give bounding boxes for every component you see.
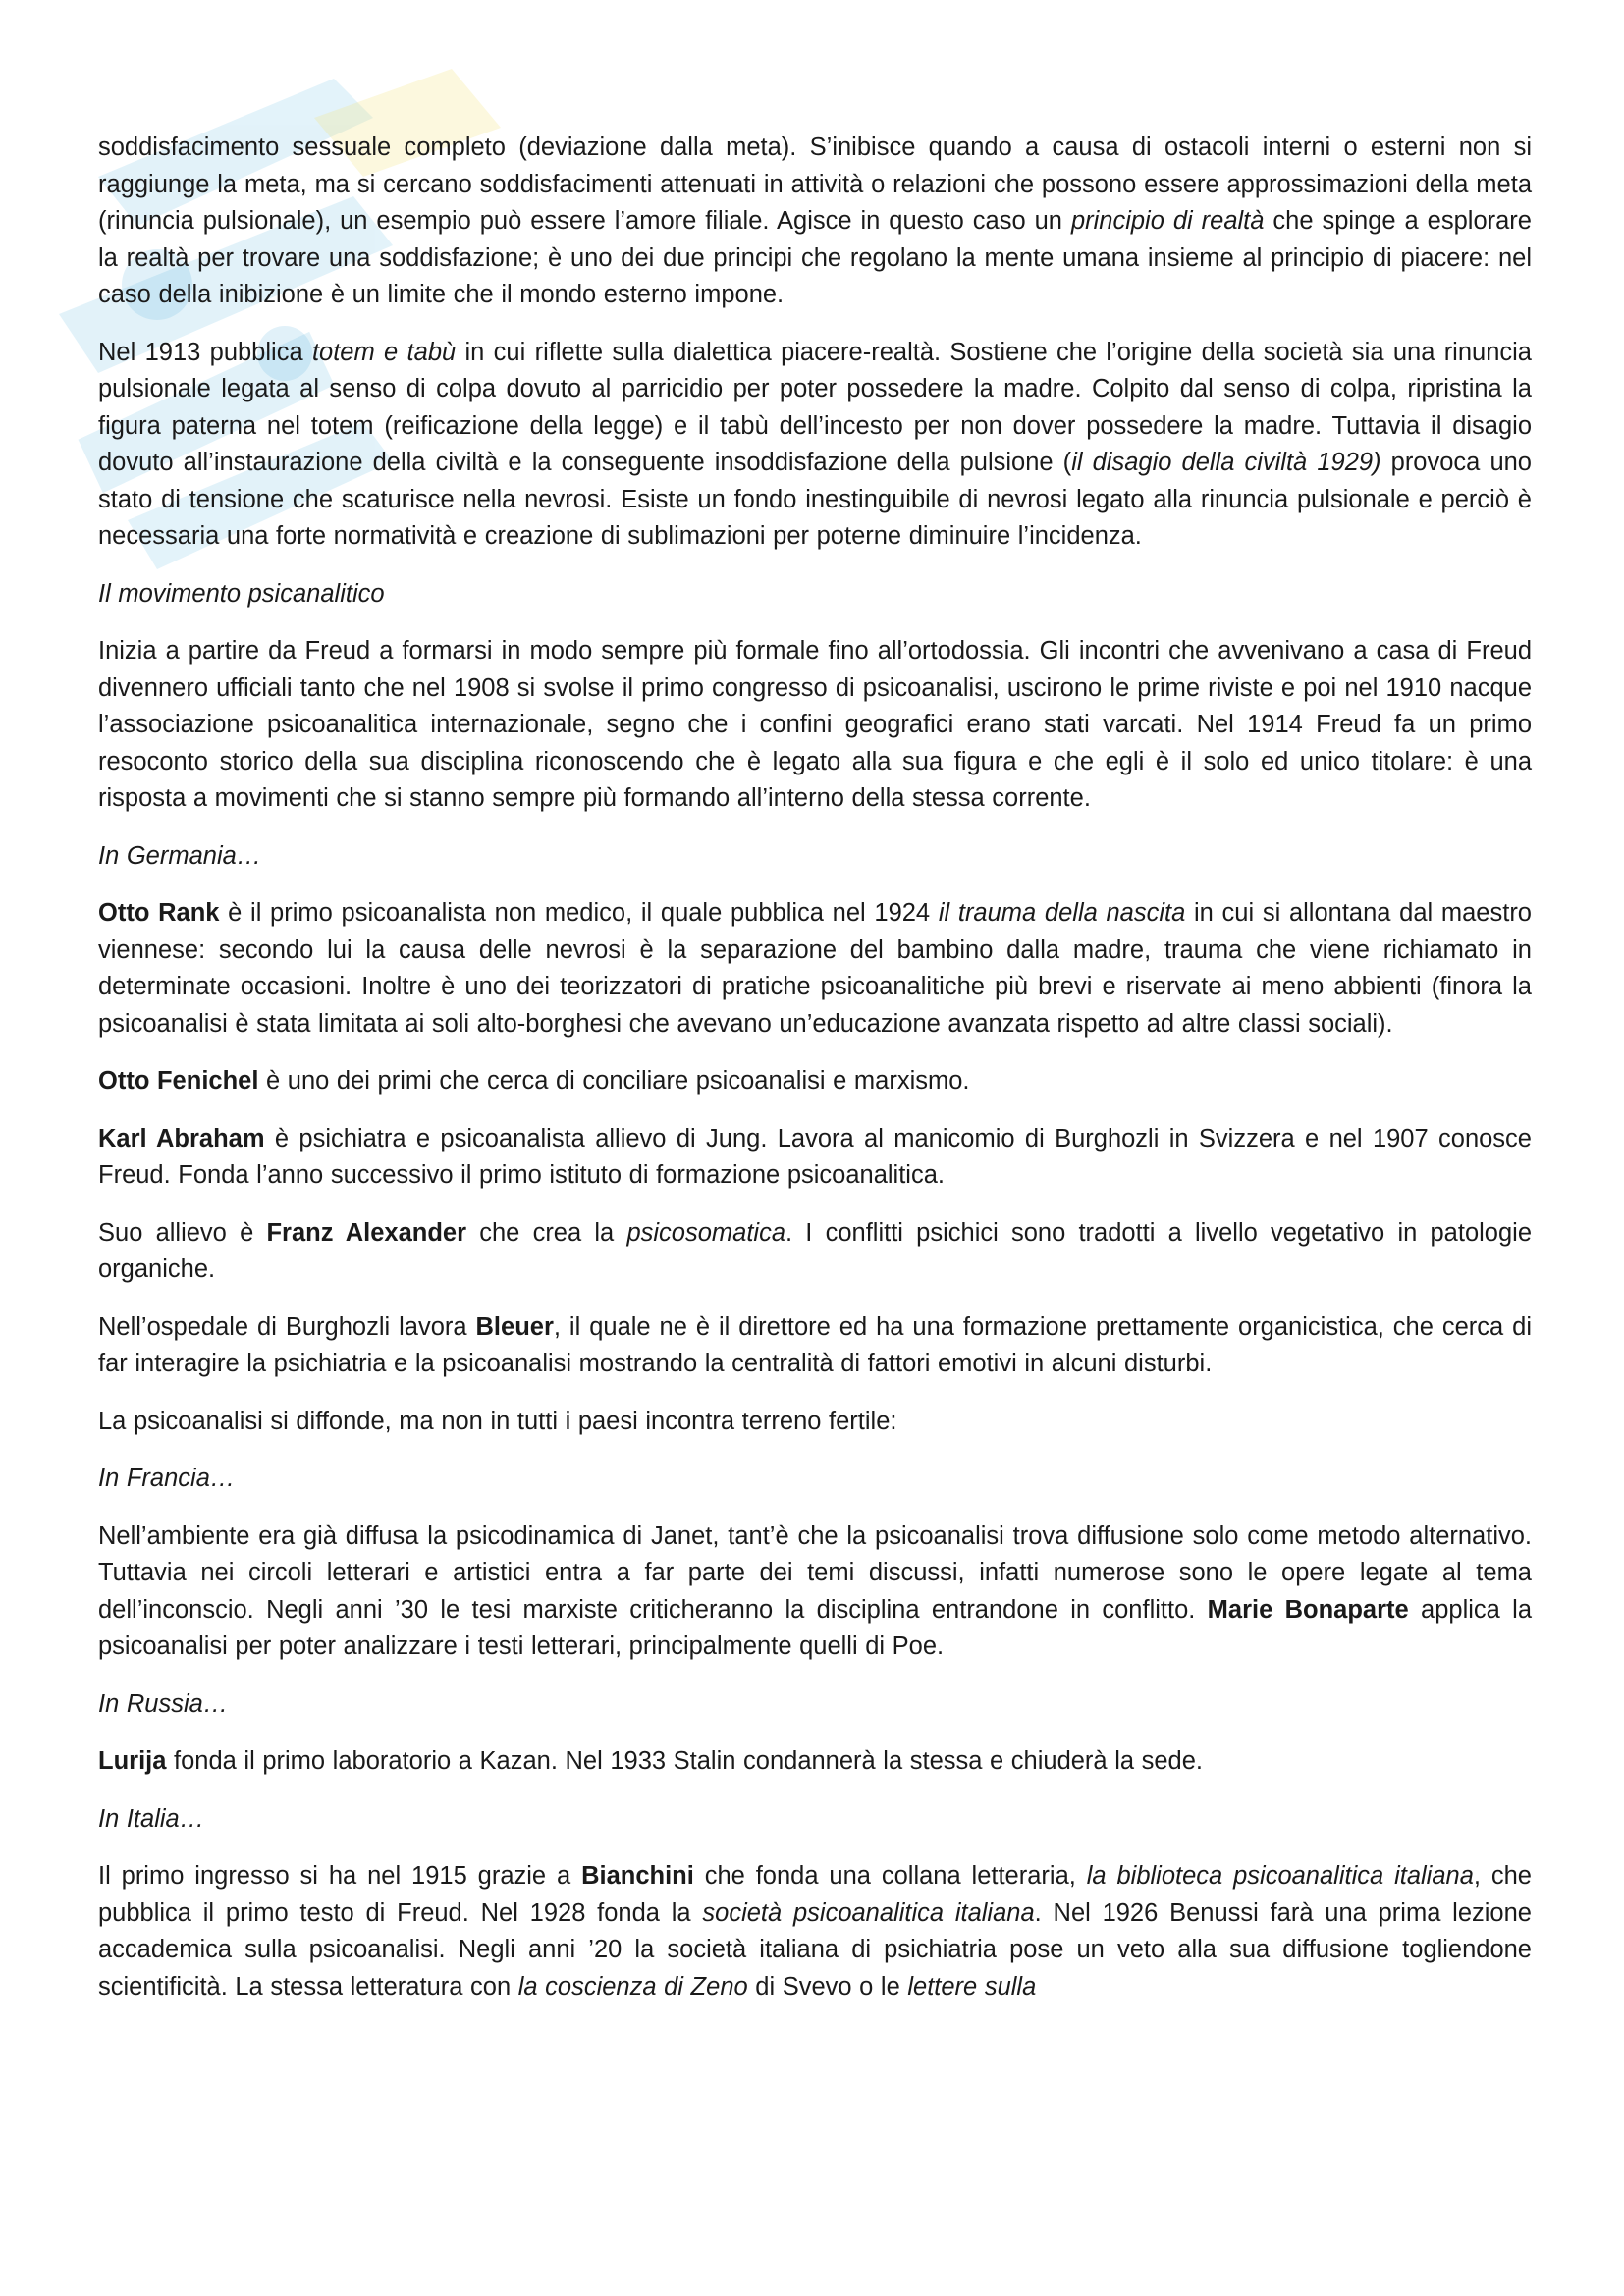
paragraph-italia: Il primo ingresso si ha nel 1915 grazie a Bianchini che fonda una collana letteraria, la biblioteca psicoanalitica italiana, che pubblica il primo testo di Freud. Nel 1928 fonda la società psicoanalitica italiana. Nel 1926 Benussi farà una prima lezione accademica sulla psicoanalisi. Negli anni ’20 la società italiana di psichiatria pose un veto alla sua diffusione togliendone scientificità. La stessa letteratura con la coscienza di Zeno di Svevo o le lettere sulla xyxy=(98,1862,1532,2001)
heading-francia: In Francia… xyxy=(98,1465,236,1492)
paragraph-franz-alexander: Suo allievo è Franz Alexander che crea la psicosomatica. I conflitti psichici sono tradotti a livello vegetativo in patologie organiche. xyxy=(98,1218,1533,1283)
name-bianchini: Bianchini xyxy=(581,1862,694,1890)
paragraph-movimento: Inizia a partire da Freud a formarsi in modo sempre più formale fino all’ortodossia. Gli incontri che avvenivano a casa di Freud divennero ufficiali tanto che nel 1908 si svolse il primo congresso di psicoanalisi, uscirono le prime riviste e poi nel 1910 nacque l’associazione psicoanalitica internazionale, segno che i confini geografici erano stati varcati. Nel 1914 Freud fa un primo resoconto storico della sua disciplina riconoscendo che è legato alla sua figura e che egli è il solo ed unico titolare: è una risposta a movimenti che si stanno sempre più formando all’interno della stessa corrente. xyxy=(98,637,1532,812)
name-franz-alexander: Franz Alexander xyxy=(266,1218,467,1247)
heading-russia: In Russia… xyxy=(98,1689,229,1718)
heading-italia: In Italia… xyxy=(98,1804,205,1833)
title-trauma-nascita: il trauma della nascita xyxy=(938,899,1186,927)
paragraph-lurija: Lurija fonda il primo laboratorio a Kazan. Nel 1933 Stalin condannerà la stessa e chiuderà la sede. xyxy=(98,1747,1204,1775)
paragraph-inibizione: soddisfacimento sessuale completo (deviazione dalla meta). S’inibisce quando a causa di ostacoli interni o esterni non si raggiunge la meta, ma si cercano soddisfacimenti attenuati in attività o relazioni che possono essere approssimazioni della meta (rinuncia pulsionale), un esempio può essere l’amore filiale. Agisce in questo caso un principio di realtà che spinge a esplorare la realtà per trovare una soddisfazione; è uno dei due principi che regolano la mente umana insieme al principio di piacere: nel caso della inibizione è un limite che il mondo esterno impone. xyxy=(98,133,1532,308)
title-lettere-sulla: lettere sulla xyxy=(907,1972,1037,2001)
paragraph-diffusione: La psicoanalisi si diffonde, ma non in tutti i paesi incontra terreno fertile: xyxy=(98,1407,897,1435)
document-body xyxy=(98,130,1532,2026)
name-bleuer: Bleuer xyxy=(475,1312,554,1341)
heading-movimento-psicanalitico: Il movimento psicanalitico xyxy=(98,579,385,608)
heading-germania: In Germania… xyxy=(98,841,262,870)
term-principio-di-realta: principio di realtà xyxy=(1070,207,1265,235)
paragraph-karl-abraham: Karl Abraham è psichiatra e psicoanalista allievo di Jung. Lavora al manicomio di Burghozli in Svizzera e nel 1907 conosce Freud. Fonda l’anno successivo il primo istituto di formazione psicoanalitica. xyxy=(98,1124,1532,1189)
title-totem-e-tabu: totem e tabù xyxy=(311,338,457,366)
paragraph-francia: Nell’ambiente era già diffusa la psicodinamica di Janet, tant’è che la psicoanalisi trova diffusione solo come metodo alternativo. Tuttavia nei circoli letterari e artistici entra a far parte dei temi discussi, infatti numerose sono le opere legate al tema dell’inconscio. Negli anni ’30 le tesi marxiste criticheranno la disciplina entrandone in conflitto. Marie Bonaparte applica la psicoanalisi per poter analizzare i testi letterari, principalmente quelli di Poe. xyxy=(98,1522,1533,1660)
name-marie-bonaparte: Marie Bonaparte xyxy=(1207,1595,1409,1624)
name-otto-rank: Otto Rank xyxy=(98,899,220,927)
paragraph-otto-rank: Otto Rank è il primo psicoanalista non medico, il quale pubblica nel 1924 il trauma della nascita in cui si allontana dal maestro viennese: secondo lui la causa delle nevrosi è la separazione del bambino dalla madre, trauma che viene richiamato in determinate occasioni. Inoltre è uno dei teorizzatori di pratiche psicoanalitiche più brevi e riservate ai meno abbienti (finora la psicoanalisi è stata limitata ai soli alto-borghesi che avevano un’educazione avanzata rispetto ad altre classi sociali). xyxy=(98,899,1532,1038)
title-biblioteca-psicoanalitica: la biblioteca psicoanalitica italiana xyxy=(1086,1862,1474,1890)
term-psicosomatica: psicosomatica xyxy=(626,1218,786,1247)
name-otto-fenichel: Otto Fenichel xyxy=(98,1067,259,1095)
title-societa-psicoanalitica: società psicoanalitica italiana xyxy=(702,1898,1035,1927)
paragraph-bleuer: Nell’ospedale di Burghozli lavora Bleuer, il quale ne è il direttore ed ha una formazione prettamente organicistica, che cerca di far interagire la psichiatria e la psicoanalisi mostrando la centralità di fattori emotivi in alcuni disturbi. xyxy=(98,1312,1532,1377)
title-coscienza-di-zeno: la coscienza di Zeno xyxy=(517,1972,748,2001)
paragraph-otto-fenichel: Otto Fenichel è uno dei primi che cerca di conciliare psicoanalisi e marxismo. xyxy=(98,1067,970,1095)
name-karl-abraham: Karl Abraham xyxy=(98,1124,265,1152)
paragraph-totem-e-tabu: Nel 1913 pubblica totem e tabù in cui riflette sulla dialettica piacere-realtà. Sostiene che l’origine della società sia una rinuncia pulsionale legata al senso di colpa dovuto al parricidio per poter possedere la madre. Colpito dal senso di colpa, ripristina la figura paterna nel totem (reificazione della legge) e il tabù dell’incesto per non dover possedere la madre. Tuttavia il disagio dovuto all’instaurazione della civiltà e la conseguente insoddisfazione della pulsione (il disagio della civiltà 1929) provoca uno stato di tensione che scaturisce nella nevrosi. Esiste un fondo inestinguibile di nevrosi legato alla rinuncia pulsionale e perciò è necessaria una forte normatività e creazione di sublimazioni per poterne diminuire l’incidenza. xyxy=(98,338,1532,550)
name-lurija: Lurija xyxy=(98,1747,167,1775)
title-disagio-civilta: il disagio della civiltà 1929) xyxy=(1071,449,1381,476)
